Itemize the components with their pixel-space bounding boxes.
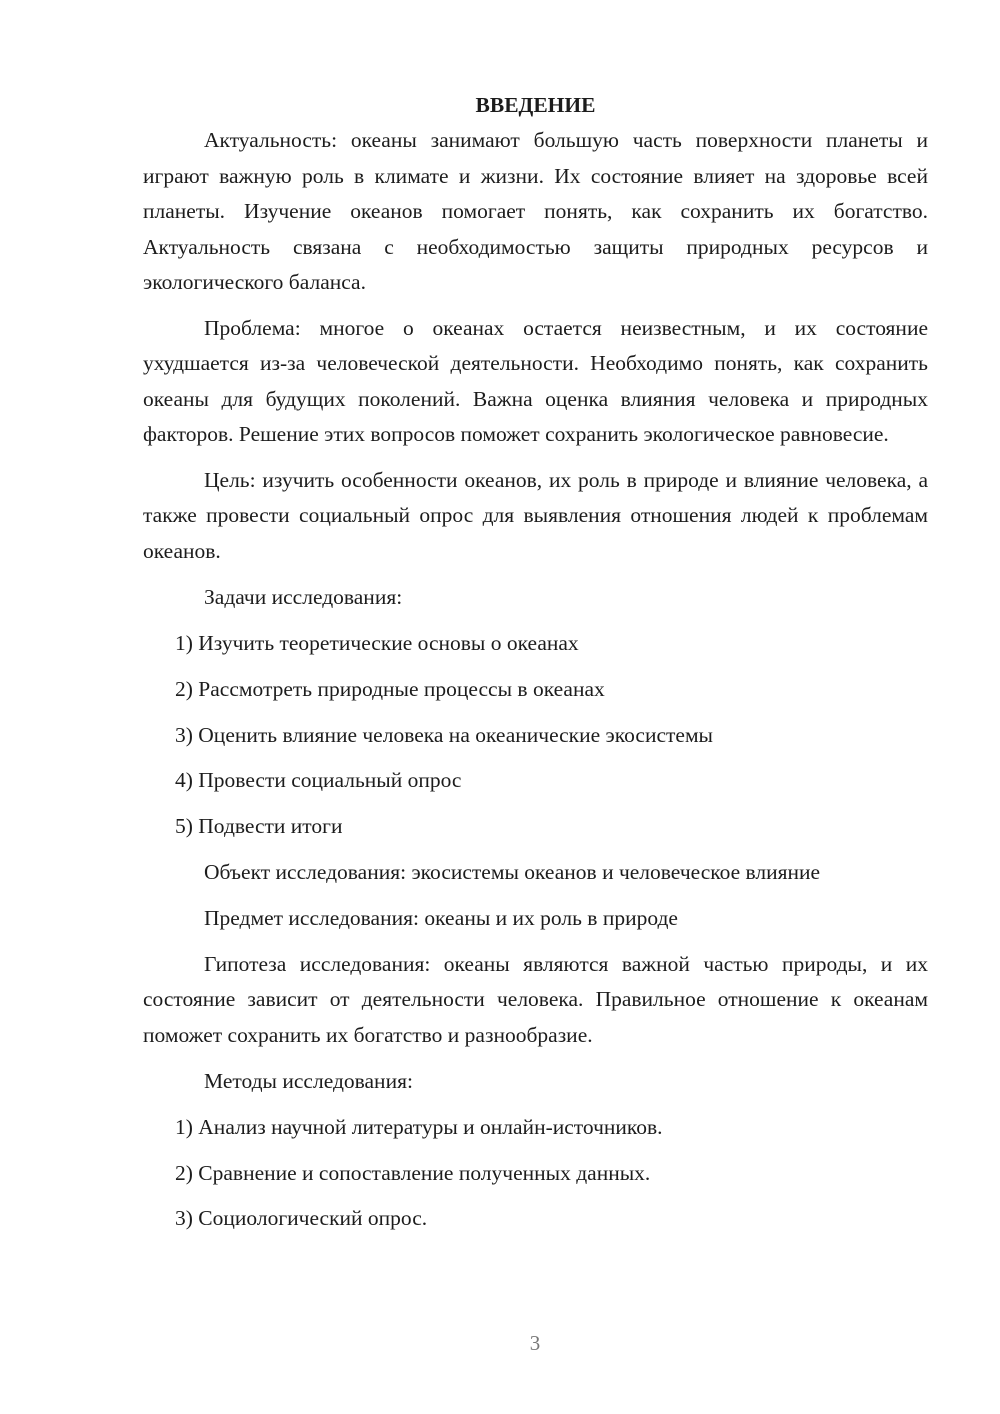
page-number: 3 [529,1331,541,1355]
relevance-paragraph: Актуальность: океаны занимают большую часть поверхности планеты и играют важную роль в климате и жизни. Их состояние влияет на здоровье всей планеты. Изучение океанов помогает понять, как сохранить их богатство. Актуальность связана с необходимостью защиты природных ресурсов и экологического баланса. [143,128,928,295]
method-item: 1) Анализ научной литературы и онлайн-источников. [175,1114,663,1139]
tasks-list [143,626,928,845]
problem-paragraph: Проблема: многое о океанах остается неизвестным, и их состояние ухудшается из-за человеческой деятельности. Необходимо понять, как сохранить океаны для будущих поколений. Важна оценка влияния человека и природных факторов. Решение этих вопросов поможет сохранить экологическое равновесие. [143,315,928,447]
task-item: 3) Оценить влияние человека на океанические экосистемы [175,722,714,747]
document-page [143,88,928,1247]
object-line: Объект исследования: экосистемы океанов и человеческое влияние [204,860,821,885]
methods-list [143,1110,928,1237]
section-heading: ВВЕДЕНИЕ [475,93,596,117]
method-item: 3) Социологический опрос. [175,1206,428,1231]
task-item: 2) Рассмотреть природные процессы в океанах [175,676,605,701]
goal-paragraph: Цель: изучить особенности океанов, их роль в природе и влияние человека, а также провести социальный опрос для выявления отношения людей к проблемам океанов. [143,468,928,563]
subject-line: Предмет исследования: океаны и их роль в природе [204,906,678,931]
tasks-label: Задачи исследования: [204,584,403,609]
task-item: 1) Изучить теоретические основы о океанах [175,630,579,655]
task-item: 4) Провести социальный опрос [175,768,462,793]
hypothesis-paragraph: Гипотеза исследования: океаны являются важной частью природы, и их состояние зависит от деятельности человека. Правильное отношение к океанам поможет сохранить их богатство и разнообразие. [143,952,928,1047]
task-item: 5) Подвести итоги [175,814,343,839]
method-item: 2) Сравнение и сопоставление полученных данных. [175,1160,651,1185]
methods-label: Методы исследования: [204,1068,413,1093]
